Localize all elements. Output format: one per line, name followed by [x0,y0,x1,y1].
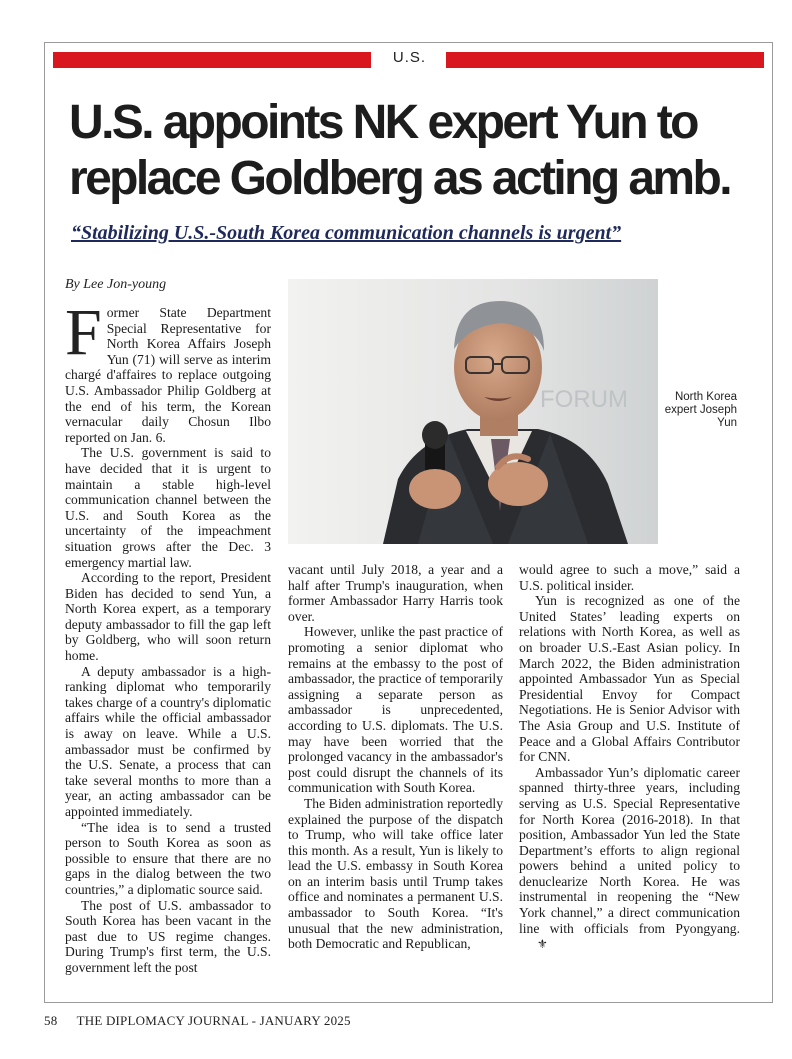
photo-caption: North Korea expert Joseph Yun [664,391,737,429]
backdrop-text: FORUM [540,386,628,413]
section-label: U.S. [392,49,427,66]
paragraph: The U.S. government is said to have decided that it is urgent to maintain a stable high-level communication channel between the U.S. and South Korea as the uncertainty of the impeachment situation grows after the Dec. 3 emergency martial law. [65,445,271,570]
paragraph: However, unlike the past practice of promoting a senior diplomat who remains at the embassy to the post of ambassador, the practice of temporarily assigning a separate person as ambassador is unprecedented, according to U.S. diplomats. The U.S. may have been worried that the prolonged vacancy in the ambassador's post could disrupt the channels of its communication with South Korea. [288,624,503,796]
paragraph: Former State Department Special Representative for North Korea Affairs Joseph Yun (71) will serve as interim chargé d'affaires to replace outgoing U.S. Ambassador Philip Goldberg at the end of his term, the Korean vernacular daily Chosun Ilbo reported on Jan. 6. [65,296,271,445]
joseph-yun-photo [288,279,658,544]
section-bar-right-stripe [446,52,764,68]
paragraph: Yun is recognized as one of the United States’ leading experts on relations with North Korea, as well as on broader U.S.-East Asian policy. In March 2022, the Biden administration appointed Ambassador Yun as Special Presidential Envoy for Compact Negotiations. He is Senior Advisor with The Asia Group and U.S. Institute of Peace and a Global Affairs Contributor for CNN. [519,593,740,765]
paragraph: A deputy ambassador is a high-ranking diplomat who temporarily takes charge of a country's diplomatic affairs while the official ambassador is away on leave. While a U.S. ambassador must be confirmed by the U.S. Senate, a process that can take several months to more than a year, an acting ambassador can be appointed immediately. [65,663,271,819]
section-bar-left-stripe [53,52,371,68]
paragraph: “The idea is to send a trusted person to South Korea as soon as possible to ensure that there are no gaps in the dialog between the two countries,” a diplomatic source said. [65,819,271,897]
paragraph: According to the report, President Biden has decided to send Yun, a North Korea expert, as a temporary deputy ambassador to fill the gap left by Goldberg, who will soon return home. [65,570,271,664]
byline: By Lee Jon-young [65,277,167,292]
publication-name: THE DIPLOMACY JOURNAL - JANUARY 2025 [76,1013,351,1028]
paragraph: The post of U.S. ambassador to South Korea has been vacant in the past due to US regime changes. During Trump's first term, the U.S. government left the post [65,897,271,975]
paragraph: would agree to such a move,” said a U.S. political insider. [519,562,740,593]
paragraph: vacant until July 2018, a year and a half after Trump's inauguration, when former Ambassador Harry Harris took over. [288,562,503,624]
paragraph: The Biden administration reportedly explained the purpose of the dispatch to Trump, who will take office later this month. As a result, Yun is likely to lead the U.S. embassy in South Korea on an interim basis until Trump takes office and nominates a permanent U.S. ambassador to South Korea. “It's unusual that the new administration, both Democratic and Republican, [288,795,503,952]
article-frame [44,42,773,1003]
article-column-2 [288,562,503,952]
page-number: 58 [44,1013,58,1028]
portrait-illustration [288,279,658,544]
paragraph: Ambassador Yun’s diplomatic career spanned thirty-three years, including serving as U.S. Special Representative for North Korea (2016-2018). In that position, Ambassador Yun led the State Department’s efforts to align regional powers behind a united policy to denuclearize North Korea. He was instrumental in reopening the “New York channel,” a direct communication line with officials from Pyongyang.⚜ [519,764,740,952]
article-subheadline: “Stabilizing U.S.-South Korea communication channels is urgent” [71,222,622,244]
drop-cap: F [65,296,102,369]
article-headline: U.S. appoints NK expert Yun to replace Goldberg as acting amb. [69,96,730,205]
article-column-1 [65,296,271,976]
section-bar [53,49,764,68]
page-footer [44,1013,351,1029]
end-mark-icon: ⚜ [537,937,548,952]
article-column-3 [519,562,740,953]
